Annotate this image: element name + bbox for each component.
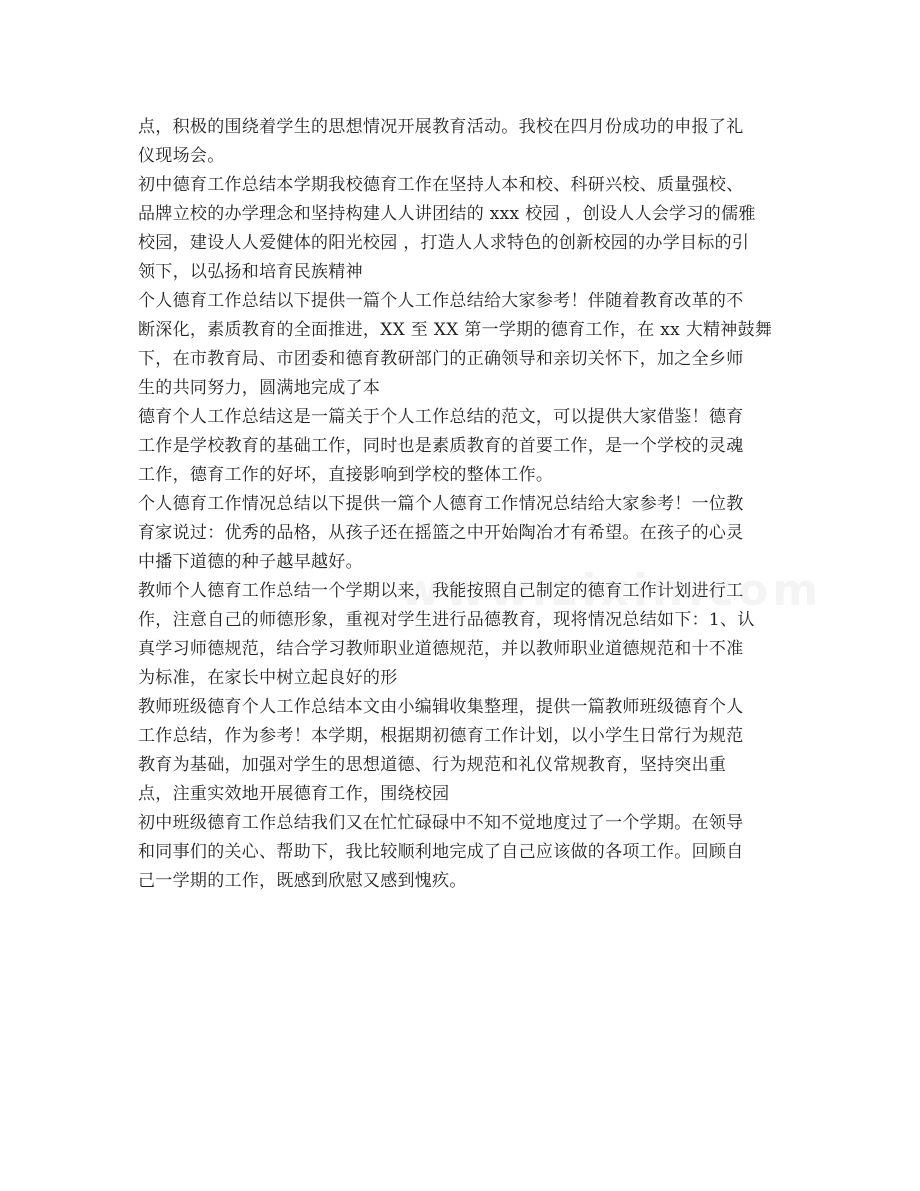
- text-line: 品牌立校的办学理念和坚持构建人人讲团结的 xxx 校园 ，创设人人会学习的儒雅: [138, 204, 756, 224]
- text-line: 校园，建设人人爱健体的阳光校园 ，打造人人求特色的创新校园的办学目标的引: [138, 233, 750, 253]
- text-line: 育家说过：优秀的品格，从孩子还在摇篮之中开始陶冶才有希望。在孩子的心灵: [138, 523, 744, 543]
- text-line: 点，注重实效地开展德育工作，围绕校园: [138, 784, 450, 804]
- text-line: 工作是学校教育的基础工作，同时也是素质教育的首要工作，是一个学校的灵魂: [138, 436, 744, 456]
- text-line: 真学习师德规范，结合学习教师职业道德规范，并以教师职业道德规范和十不准: [138, 639, 744, 659]
- paragraph: [138, 403, 788, 490]
- text-line: 领下，以弘扬和培育民族精神: [138, 262, 363, 282]
- text-line: 作，注意自己的师德形象，重视对学生进行品德教育，现将情况总结如下：1、认: [138, 610, 755, 630]
- text-line: 为标准，在家长中树立起良好的形: [138, 668, 398, 688]
- text-line: 教师个人德育工作总结一个学期以来，我能按照自己制定的德育工作计划进行工: [138, 581, 744, 601]
- text-line: 己一学期的工作，既感到欣慰又感到愧疚。: [138, 871, 467, 891]
- text-line: 仪现场会。: [138, 146, 225, 166]
- paragraph: [138, 287, 788, 403]
- text-line: 个人德育工作总结以下提供一篇个人工作总结给大家参考！伴随着教育改革的不: [138, 291, 744, 311]
- paragraph: [138, 693, 788, 809]
- text-line: 下，在市教育局、市团委和德育教研部门的正确领导和亲切关怀下，加之全乡师: [138, 349, 744, 369]
- text-line: 德育个人工作总结这是一篇关于个人工作总结的范文，可以提供大家借鉴！德育: [138, 407, 744, 427]
- paragraph: [138, 809, 788, 896]
- paragraph: [138, 113, 788, 171]
- text-line: 工作，德育工作的好坏，直接影响到学校的整体工作。: [138, 465, 554, 485]
- text-line: 生的共同努力，圆满地完成了本: [138, 378, 381, 398]
- paragraph: [138, 171, 788, 287]
- text-line: 工作总结，作为参考！本学期，根据期初德育工作计划，以小学生日常行为规范: [138, 726, 744, 746]
- paragraph: [138, 577, 788, 693]
- text-line: 断深化，素质教育的全面推进，XX 至 XX 第一学期的德育工作，在 xx 大精神鼓舞: [138, 320, 773, 340]
- text-line: 初中德育工作总结本学期我校德育工作在坚持人本和校、科研兴校、质量强校、: [138, 175, 744, 195]
- text-line: 个人德育工作情况总结以下提供一篇个人德育工作情况总结给大家参考！一位教: [138, 494, 744, 514]
- text-line: 点，积极的围绕着学生的思想情况开展教育活动。我校在四月份成功的申报了礼: [138, 117, 744, 137]
- text-line: 教育为基础，加强对学生的思想道德、行为规范和礼仪常规教育，坚持突出重: [138, 755, 727, 775]
- text-line: 教师班级德育个人工作总结本文由小编辑收集整理，提供一篇教师班级德育个人: [138, 697, 744, 717]
- text-line: 和同事们的关心、帮助下，我比较顺利地完成了自己应该做的各项工作。回顾自: [138, 842, 744, 862]
- document-body: [138, 113, 788, 896]
- paragraph: [138, 490, 788, 577]
- text-line: 中播下道德的种子越早越好。: [138, 552, 363, 572]
- text-line: 初中班级德育工作总结我们又在忙忙碌碌中不知不觉地度过了一个学期。在领导: [138, 813, 744, 833]
